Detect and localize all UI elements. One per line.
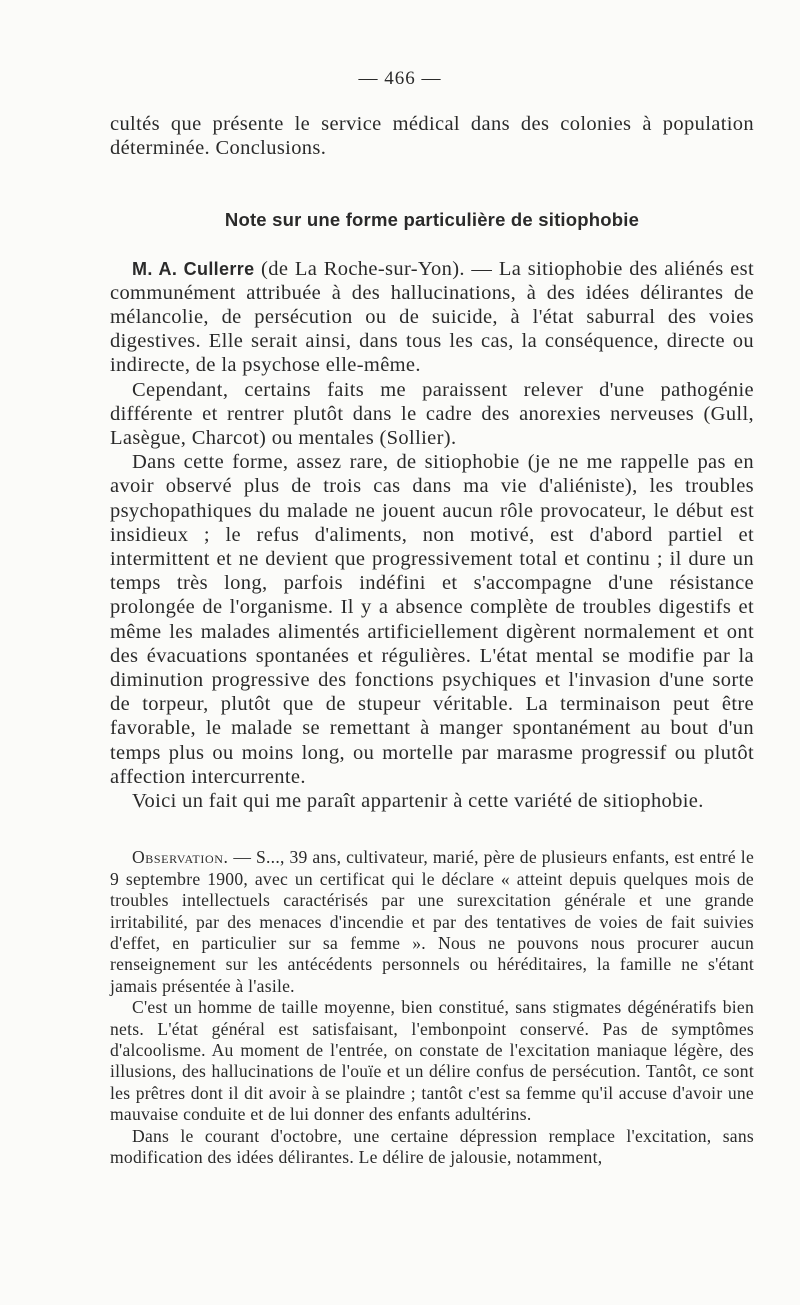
observation-paragraph-3: Dans le courant d'octobre, une certaine dépression remplace l'excitation, sans modification des idées délirantes. Le délire de jalousie, notamment, bbox=[110, 1125, 754, 1167]
article-paragraph-1 bbox=[110, 257, 754, 378]
article-paragraph-2: Cependant, certains faits me paraissent relever d'une pathogénie différente et rentrer plutôt dans le cadre des anorexies nerveuses (Gull, Lasègue, Charcot) ou mentales (Sollier). bbox=[110, 378, 754, 450]
article-paragraph-3: Dans cette forme, assez rare, de sitiophobie (je ne me rappelle pas en avoir observé plus de trois cas dans ma vie d'aliéniste), les troubles psychopathiques du malade ne jouent aucun rôle provocateur, le début est insidieux ; le refus d'aliments, non motivé, est d'abord partiel et intermittent et ne devient que progressivement total et continu ; il dure un temps très long, parfois indéfini et s'accompagne d'une résistance prolongée de l'organisme. Il y a absence complète de troubles digestifs et même les malades alimentés artificiellement digèrent normalement et ont des évacuations spontanées et régulières. L'état mental se modifie par la diminution progressive des fonctions psychiques et l'invasion d'une sorte de torpeur, plutôt que de stupeur véritable. La terminaison peut être favorable, le malade se remettant à manger spontanément au bout d'un temps plus ou moins long, ou mortelle par marasme progressif ou plutôt affection intercurrente. bbox=[110, 451, 754, 788]
page-body bbox=[110, 112, 754, 1168]
article-paragraph-4: Voici un fait qui me paraît appartenir à cette variété de sitiophobie. bbox=[132, 790, 704, 813]
observation-text bbox=[110, 847, 754, 1168]
intro-paragraph: cultés que présente le service médical dans des colonies à population déterminée. Conclusions. bbox=[110, 113, 754, 160]
page-number: — 466 — bbox=[358, 68, 442, 89]
observation-paragraph-1-text: — S..., 39 ans, cultivateur, marié, père de plusieurs enfants, est entré le 9 septembre 1900, avec un certificat qui le déclare « atteint depuis quelques mois de troubles intellectuels caractérisés par une surexcitation générale et une grande irritabilité, par des menaces d'incendie et par des tentatives de voies de fait suivies d'effet, en particulier sur sa femme ». Nous ne pouvons nous procurer aucun renseignement sur les antécédents personnels ou héréditaires, la famille ne s'étant jamais présentée à l'asile. bbox=[110, 847, 754, 996]
article-paragraph-1-text: (de La Roche-sur-Yon). — La sitiophobie des aliénés est communément attribuée à des hallucinations, à des idées délirantes de mélancolie, de persécution ou de suicide, à l'état saburral des voies digestives. Elle serait ainsi, dans tous les cas, la conséquence, directe ou indirecte, de la psychose elle-même. bbox=[110, 257, 755, 377]
main-text bbox=[110, 112, 754, 813]
observation-label: Observation. bbox=[132, 847, 229, 868]
author-name: M. A. Cullerre bbox=[132, 258, 255, 279]
observation-paragraph-1 bbox=[110, 847, 754, 997]
observation-paragraph-2: C'est un homme de taille moyenne, bien constitué, sans stigmates dégénératifs bien nets. L'état général est satisfaisant, l'embonpoint conservé. Pas de symptômes d'alcoolisme. Au moment de l'entrée, on constate de l'excitation maniaque légère, des illusions, des hallucinations de l'ouïe et un délire confus de persécution. Tantôt, ce sont les prêtres dont il dit avoir à se plaindre ; tantôt c'est sa femme qu'il accuse d'avoir une mauvaise conduite et de lui donner des enfants adultérins. bbox=[110, 997, 754, 1125]
article-heading: Note sur une forme particulière de sitiophobie bbox=[224, 209, 640, 231]
